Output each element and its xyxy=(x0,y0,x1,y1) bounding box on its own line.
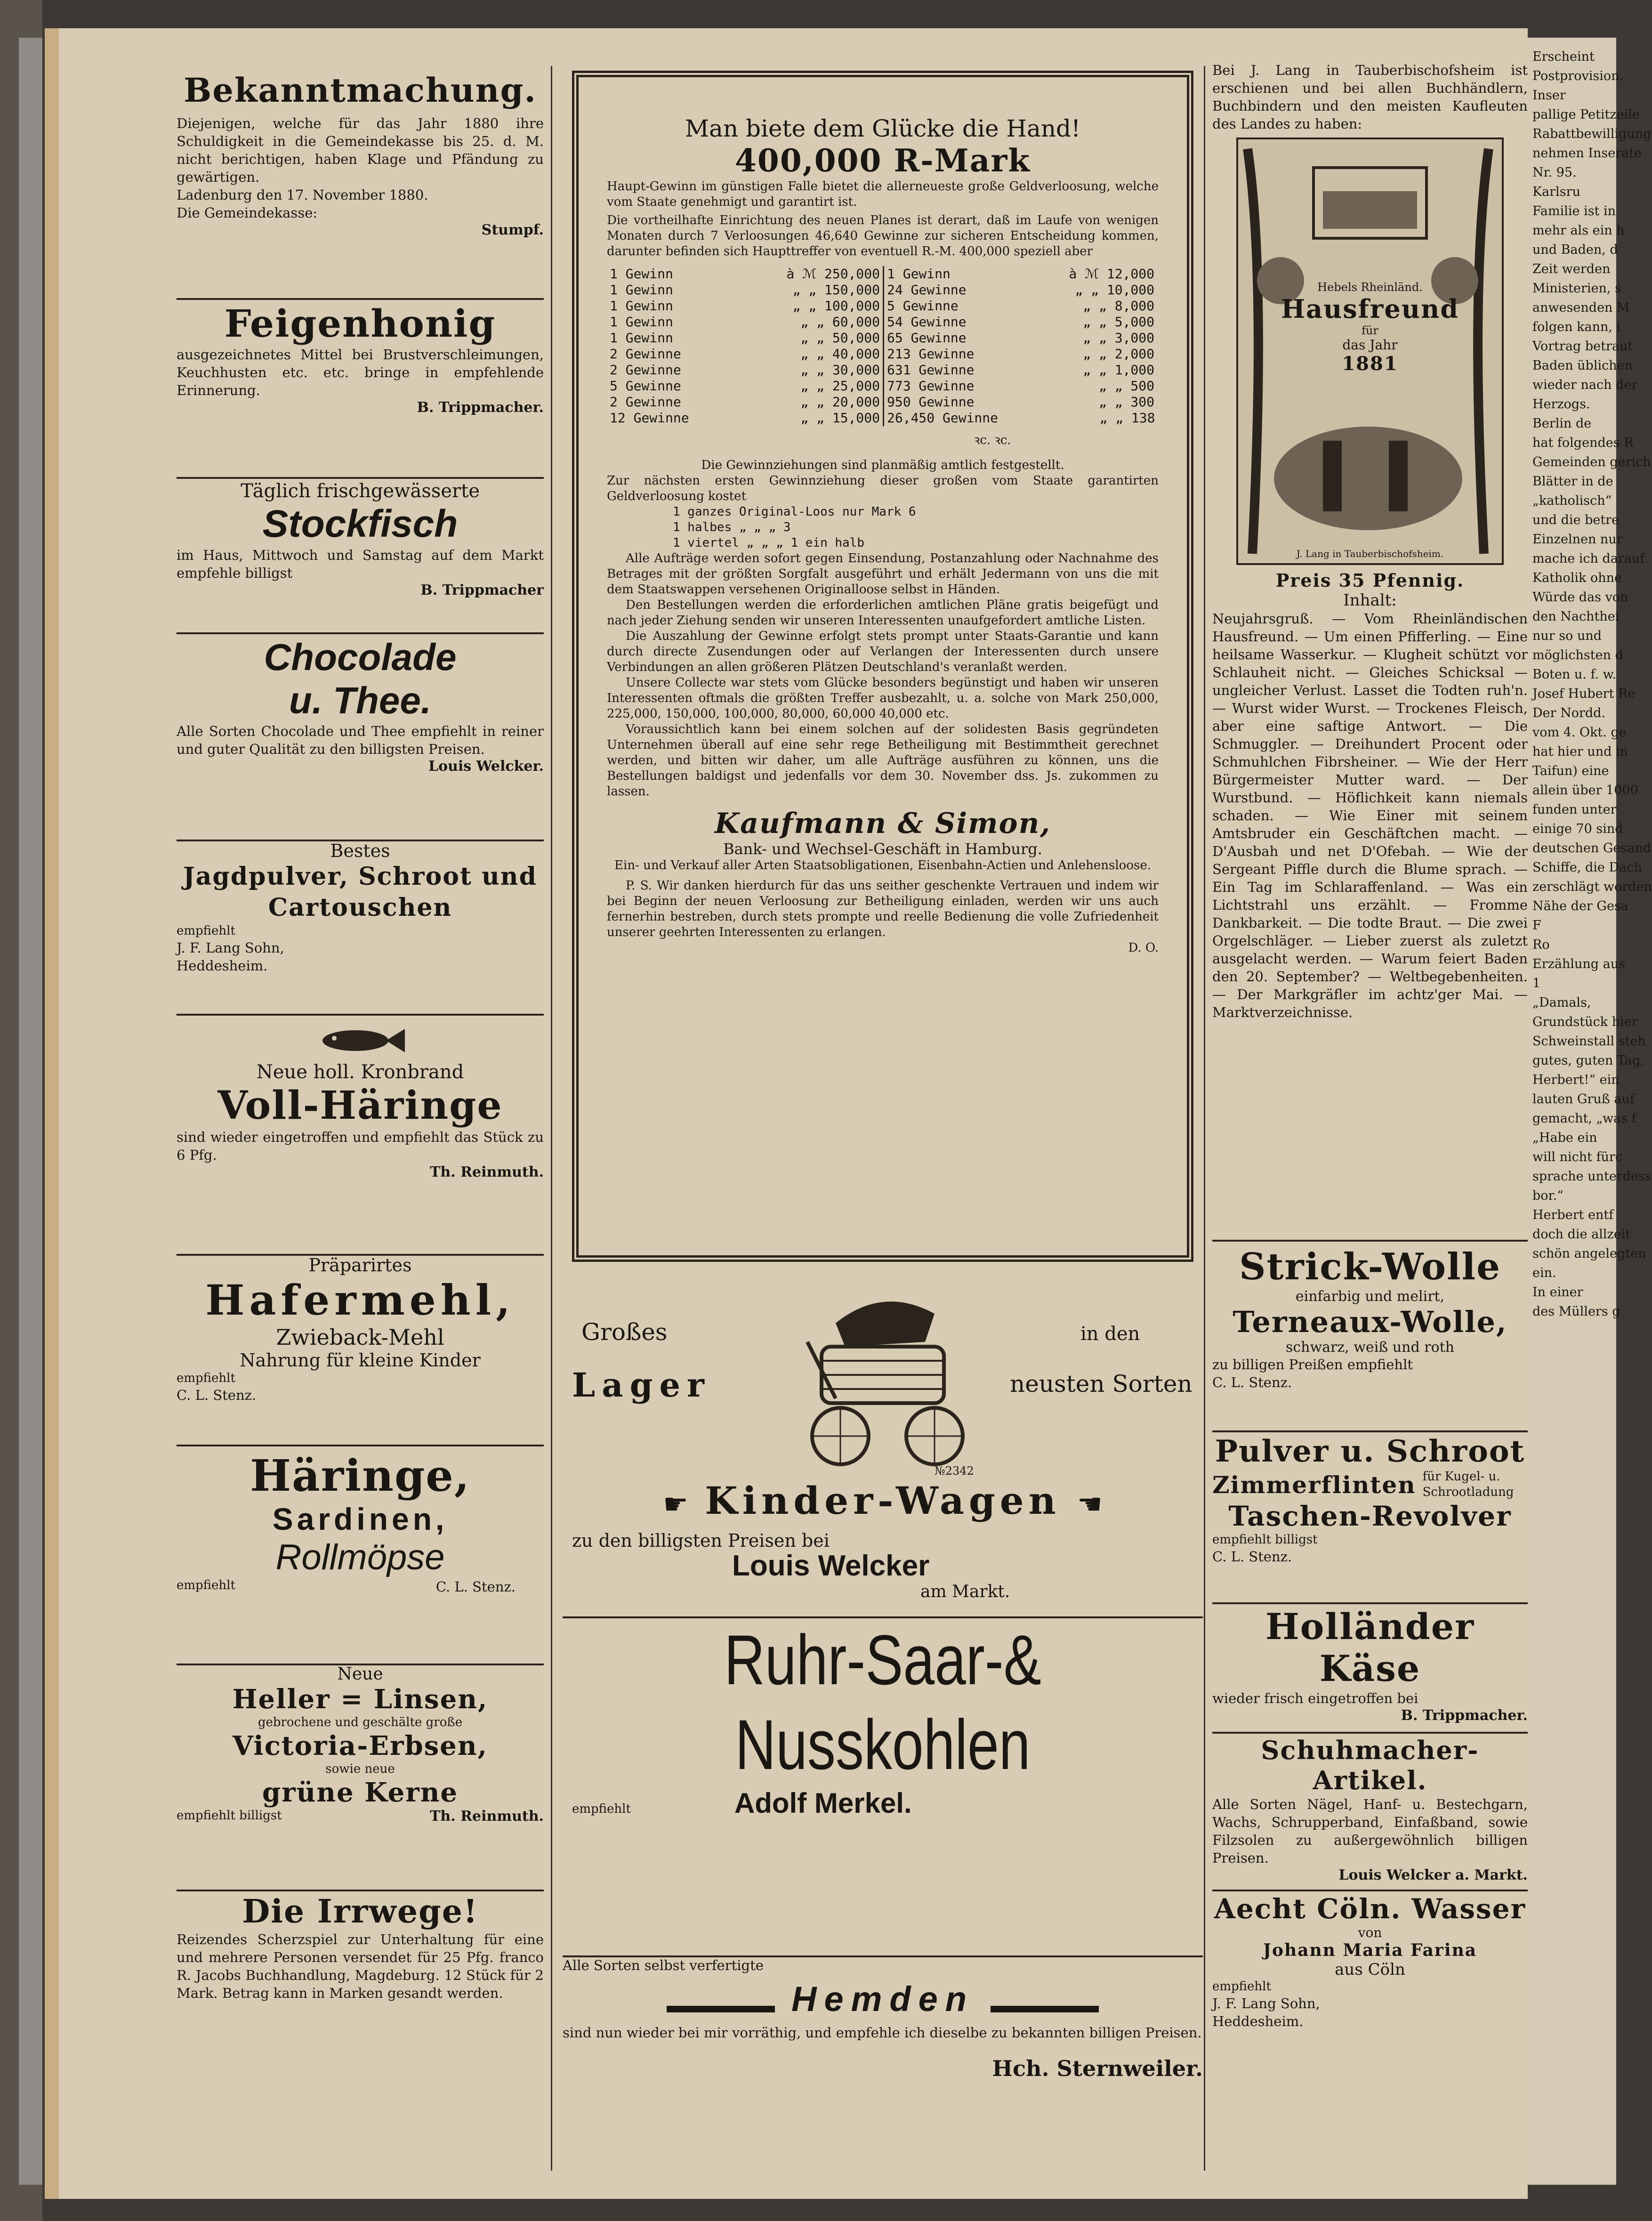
lottery-paragraph: Die Auszahlung der Gewinne erfolgt stets prompt unter Staats-Garantie und kann durch directe Zusendungen oder auf Verlangen der Interessenten durch unsere Verbindungen an allen größeren Plätzen Deutschland's veranlaßt werden. xyxy=(607,629,1159,674)
ad-schuhmacher xyxy=(1212,1735,1528,1883)
prize-amount: „ „ 20,000 xyxy=(800,394,880,410)
prize-count: 631 Gewinne xyxy=(887,362,975,378)
ad-title: Feigenhonig xyxy=(224,301,496,346)
ad-title: Die Irrwege! xyxy=(242,1893,478,1930)
next-page-line: einige 70 sind xyxy=(1532,822,1623,836)
prize-count: 2 Gewinne xyxy=(610,362,681,378)
ad-signature: Hch. Sternweiler. xyxy=(992,2056,1203,2081)
next-page-line: hat hier und in xyxy=(1532,744,1628,759)
next-page-line: Familie ist in xyxy=(1532,204,1616,218)
ad-title: Bekanntmachung. xyxy=(184,71,537,110)
ad-title-3: grüne Kerne xyxy=(262,1777,459,1808)
divider xyxy=(1212,1732,1528,1734)
ad-feigenhonig xyxy=(177,301,544,416)
ad-subtitle-note: für Kugel- u. Schrootladung xyxy=(1422,1470,1514,1499)
ad-stockfisch xyxy=(177,480,544,598)
ad-recommend: empfiehlt xyxy=(177,1578,235,1592)
ad-title: Chocolade xyxy=(264,636,457,678)
prize-count: 12 Gewinne xyxy=(610,410,689,426)
ad-signature: B. Trippmacher. xyxy=(417,399,544,416)
ad-subtitle-2: sowie neue xyxy=(325,1762,395,1776)
next-page-line: doch die allzeit xyxy=(1532,1227,1631,1242)
lottery-paragraph: Alle Aufträge werden sofort gegen Einsendung, Postanzahlung oder Nachnahme des Betrages mit der größten Sorgfalt ausgeführt und erhält Jedermann von uns die mit dem Staatswappen versehenen Originalloose selbst in Händen. xyxy=(607,551,1159,597)
pointing-hand-left-icon: ☛ xyxy=(663,1488,689,1521)
next-page-line: Berlin de xyxy=(1532,416,1592,431)
prize-count: 65 Gewinne xyxy=(887,330,967,346)
divider xyxy=(1212,1240,1528,1242)
next-page-line: Herbert entf xyxy=(1532,1208,1614,1222)
ad-signer: Die Gemeindekasse: xyxy=(177,205,318,221)
vignette-title: Hausfreund xyxy=(1281,294,1459,324)
ad-pretitle: Neue xyxy=(337,1664,383,1684)
price-line: 1 halbes „ „ „ 3 xyxy=(673,520,791,534)
ad-maker-place: aus Cöln xyxy=(1335,1960,1405,1979)
ad-strickwolle xyxy=(1212,1245,1528,1391)
next-page-line: Blätter in de xyxy=(1532,474,1613,489)
ad-signature: Th. Reinmuth. xyxy=(430,1808,544,1825)
next-page-edge xyxy=(1528,38,1652,2185)
next-page-line: Der Nordd. xyxy=(1532,706,1606,720)
ad-text: sind nun wieder bei mir vorräthig, und empfehle ich dieselbe zu bekannten billigen Preisen. xyxy=(563,2025,1202,2041)
left-column xyxy=(177,28,544,2199)
kw-name: Louis Welcker xyxy=(732,1550,930,1582)
ad-title-2: Terneaux-Wolle, xyxy=(1233,1305,1507,1339)
prize-amount: „ „ 300 xyxy=(1098,394,1154,410)
vignette-fuer: für xyxy=(1362,324,1378,337)
next-page-line: Rabattbewilligung xyxy=(1532,127,1652,141)
price-line: 1 ganzes Original-Loos nur Mark 6 xyxy=(673,505,916,519)
ad-pretitle: Täglich frischgewässerte xyxy=(241,480,480,502)
middle-column xyxy=(563,28,1203,2199)
next-page-line: Würde das von xyxy=(1532,590,1628,605)
next-page-line: In einer xyxy=(1532,1285,1583,1300)
prize-amount: „ „ 25,000 xyxy=(800,378,880,394)
ad-chocolade xyxy=(177,636,544,775)
next-page-fragments xyxy=(1528,38,1652,1331)
next-page-line: gemacht, „was f xyxy=(1532,1111,1636,1126)
prize-amount: „ „ 3,000 xyxy=(1083,330,1154,346)
ad-text: Diejenigen, welche für das Jahr 1880 ihre Schuldigkeit in die Gemeindekasse bis 25. d. M. nicht berichtigen, haben Klage und Pfändung zu gewärtigen. xyxy=(177,115,544,185)
kw-title: Kinder-Wagen xyxy=(705,1478,1061,1523)
lottery-intro: Haupt-Gewinn im günstigen Falle bietet die allerneueste große Geldverloosung, welche vom Staate genehmigt und garantirt ist. xyxy=(607,179,1159,209)
ad-pretitle: Präparirtes xyxy=(308,1255,412,1276)
ad-text: sind wieder eingetroffen und empfiehlt das Stück zu 6 Pfg. xyxy=(177,1129,544,1163)
baby-carriage-icon xyxy=(779,1285,986,1474)
ad-title: Strick-Wolle xyxy=(1239,1245,1501,1288)
kw-neusten-sorten: neusten Sorten xyxy=(1010,1370,1193,1397)
price-line: 1 viertel „ „ „ 1 ein halb xyxy=(673,536,864,550)
divider xyxy=(177,298,544,300)
next-page-line: Inser xyxy=(1532,88,1566,103)
ad-recommend: empfiehlt xyxy=(1212,1979,1271,1994)
next-page-line: möglichsten d xyxy=(1532,648,1623,662)
next-page-line: F xyxy=(1532,918,1541,933)
ad-linsen xyxy=(177,1664,544,1825)
ad-pretitle: Alle Sorten selbst verfertigte xyxy=(563,1957,764,1973)
ad-kaese xyxy=(1212,1606,1528,1724)
prize-row xyxy=(607,282,883,298)
ad-recommend: empfiehlt xyxy=(572,1802,631,1816)
ad-date: Ladenburg den 17. November 1880. xyxy=(177,187,428,203)
next-page-line: Boten u. f. w. xyxy=(1532,667,1617,682)
next-page-line: bor.“ xyxy=(1532,1188,1563,1203)
lottery-paragraph: Voraussichtlich kann bei einem solchen auf der solidesten Basis gegründeten Unternehmen überall auf eine sehr rege Betheiligung mit Bestimmtheit gerechnet werden, und bitten wir daher, um alle Aufträge ausführen zu können, uns die Bestellungen baldigst und jedenfalls vor dem 30. November dss. Js. zukommen zu lassen. xyxy=(607,722,1159,799)
ad-subtitle: Zwieback-Mehl xyxy=(276,1325,444,1350)
ad-hemden xyxy=(563,1956,1203,2081)
ad-von: von xyxy=(1358,1925,1382,1940)
prize-amount: „ „ 2,000 xyxy=(1083,346,1154,362)
next-page-line: Vortrag betraut xyxy=(1532,339,1633,354)
ad-title: Heller = Linsen, xyxy=(232,1684,488,1715)
prize-row xyxy=(884,314,1158,330)
ad-haeringe xyxy=(177,1022,544,1180)
prize-count: 5 Gewinne xyxy=(887,298,959,314)
ad-hafermehl xyxy=(177,1255,544,1404)
lottery-paragraph: Die vortheilhafte Einrichtung des neuen Planes ist derart, daß im Laufe von wenigen Monaten durch 7 Verloosungen 46,640 Gewinne zur sicheren Entscheidung kommen, darunter befinden sich Haupttreffer von eventuell R.-M. 400,000 speziell aber xyxy=(607,213,1159,258)
prize-table-left xyxy=(607,266,883,426)
prize-count: 950 Gewinne xyxy=(887,394,975,410)
ad-signature: Th. Reinmuth. xyxy=(430,1164,544,1180)
hausfreund-inhalt: Neujahrsgruß. — Vom Rheinländischen Hausfreund. — Um einen Pfifferling. — Eine heilsame Wasserkur. — Klugheit schützt vor Schlauheit nicht. — Gleiches Schicksal — ungleicher Verlust. Lasset die Todten ruh'n. — Wurst wider Wurst. — Trockenes Fleisch, aber eine saftige Antwort. — Die Schmuggler. — Dreihundert Procent oder Schmuhlchen Fibrsheiner. — Wie der Herr Bürgermeister Mutter ward. — Der Wurstbund. — Höflichkeit kann niemals schaden. — Wie Einer mit seinem Amtsbruder ein Geschäftchen macht. — D'Ausbah und net D'Ofebah. — Wie der Sergeant Piffle durch die Blume sprach. — Ein Tag im Schlaraffenland. — Was ein Lichtstrahl uns erzählt. — Fromme Dankbarkeit. — Die todte Braut. — Die zwei Orgelschläger. — Lieber zuerst als zuletzt ausgelacht werden. — Warum feiert Baden den 20. September? — Weltbegebenheiten. — Der Markgräfler im achtz'ger Mai. — Marktverzeichnisse. xyxy=(1212,611,1528,1020)
ad-signature: C. L. Stenz. xyxy=(435,1579,516,1595)
next-page-line: lauten Gruß auf xyxy=(1532,1092,1635,1106)
ad-recommend: empfiehlt billigst xyxy=(177,1809,282,1823)
ad-title: Voll-Häringe xyxy=(218,1083,503,1128)
prize-amount: „ „ 150,000 xyxy=(792,282,880,298)
prize-amount: „ „ 1,000 xyxy=(1083,362,1154,378)
next-page-line: will nicht fürc xyxy=(1532,1150,1622,1164)
ad-pretitle: Neue holl. Kronbrand xyxy=(256,1061,464,1083)
prize-row xyxy=(607,410,883,426)
next-page-line: Schweinstall steh xyxy=(1532,1034,1646,1049)
ad-subtitle: einfarbig und melirt, xyxy=(1295,1288,1445,1305)
next-page-line: Herzogs. xyxy=(1532,397,1590,412)
prize-count: 5 Gewinne xyxy=(610,378,681,394)
prize-amount: „ „ 15,000 xyxy=(800,410,880,426)
next-page-line: anwesenden M xyxy=(1532,300,1630,315)
book-binding-cloth xyxy=(19,38,42,2185)
divider xyxy=(177,632,544,634)
ad-recommend: empfiehlt xyxy=(177,1371,235,1385)
lottery-ps: P. S. Wir danken hierdurch für das uns seither geschenkte Vertrauen und indem wir bei Beginn der neuen Verloosung zur Betheiligung einladen, werden wir uns auch fernerhin bestreben, durch stets prompte und reelle Bedienung die volle Zufriedenheit unserer geehrten Interessenten zu erlangen. xyxy=(607,879,1159,939)
prize-count: 1 Gewinn xyxy=(610,298,673,314)
column-rule xyxy=(1204,66,1205,2171)
next-page-line: Grundstück hier xyxy=(1532,1015,1638,1029)
next-page-line: ein. xyxy=(1532,1266,1556,1280)
ad-signature: Stumpf. xyxy=(481,222,544,238)
ad-text: Reizendes Scherzspiel zur Unterhaltung für eine und mehrere Personen versendet für 25 Pfg. franco R. Jacobs Buchhandlung, Magdeburg. 12 Stück für 2 Mark. Betrag kann in Marken gesandt werden. xyxy=(177,1931,544,2001)
next-page-line: 1 xyxy=(1532,976,1541,991)
lottery-paragraph: Zur nächsten ersten Gewinnziehung dieser großen vom Staate garantirten Geldverloosung kostet xyxy=(607,474,1159,503)
ad-title: Holländer Käse xyxy=(1265,1606,1475,1689)
vignette-imprint: J. Lang in Tauberbischofsheim. xyxy=(1296,548,1444,559)
prize-row xyxy=(884,378,1158,394)
ad-subtitle-2: Nahrung für kleine Kinder xyxy=(240,1350,481,1371)
next-page-line: folgen kann, i xyxy=(1532,320,1621,334)
ad-title: Hemden xyxy=(791,1979,974,2019)
ad-bekanntmachung xyxy=(177,71,544,238)
next-page-line: den Nachthei xyxy=(1532,609,1620,624)
lottery-paragraph: Unsere Collecte war stets vom Glücke besonders begünstigt und haben wir unseren Interessenten oftmals die größten Treffer ausbezahlt, u. a. solche von Mark 250,000, 225,000, 150,000, 100,000, 80,000, 60,000 40,000 etc. xyxy=(607,676,1159,721)
ad-signature: B. Trippmacher. xyxy=(1401,1707,1528,1724)
prize-amount: à ℳ 250,000 xyxy=(786,266,880,282)
ad-recommend: zu billigen Preißen empfiehlt xyxy=(1212,1357,1413,1373)
prize-amount: „ „ 5,000 xyxy=(1083,314,1154,330)
ad-title-2: Victoria-Erbsen, xyxy=(232,1730,488,1761)
next-page-line: Taifun) eine xyxy=(1532,764,1609,778)
next-page-line: „katholisch“ xyxy=(1532,493,1612,508)
prize-etc: ꝛc. ꝛc. xyxy=(974,433,1011,447)
prize-table-right xyxy=(883,266,1159,426)
prize-count: 54 Gewinne xyxy=(887,314,967,330)
prize-row xyxy=(607,298,883,314)
ad-text: Alle Sorten Nägel, Hanf- u. Bestechgarn, Wachs, Schrupperband, Einfaßband, sowie Filzsolen zu außergewöhnlich billigen Preisen. xyxy=(1212,1796,1528,1866)
prize-amount: „ „ 138 xyxy=(1099,410,1155,426)
next-page-line: Ro xyxy=(1532,937,1550,952)
prize-row xyxy=(884,394,1158,410)
ad-signature: J. F. Lang Sohn, xyxy=(1212,1995,1320,2011)
ad-signature: B. Trippmacher xyxy=(420,582,544,598)
kohlen-line-2: Nusskohlen xyxy=(735,1705,1031,1784)
next-page-line: allein über 1000 xyxy=(1532,783,1638,798)
ad-text: Alle Sorten Chocolade und Thee empfiehlt in reiner und guter Qualität zu den billigsten Preisen. xyxy=(177,723,544,757)
ad-title: Pulver u. Schroot xyxy=(1215,1434,1525,1469)
lottery-ps-signature: D. O. xyxy=(1128,941,1159,955)
ad-signature: C. L. Stenz. xyxy=(1212,1549,1292,1565)
fish-icon xyxy=(313,1022,407,1059)
next-page-line: Herbert!“ ein xyxy=(1532,1073,1620,1087)
ad-signature-place: Heddesheim. xyxy=(1212,2013,1304,2029)
divider xyxy=(177,1014,544,1016)
prize-amount: „ „ 8,000 xyxy=(1083,298,1154,314)
hausfreund-inhalt-label: Inhalt: xyxy=(1343,591,1397,610)
next-page-line: mehr als ein h xyxy=(1532,223,1625,238)
prize-amount: „ „ 100,000 xyxy=(792,298,880,314)
decorative-bar xyxy=(667,2006,775,2012)
ad-text: ausgezeichnetes Mittel bei Brustverschleimungen, Keuchhusten etc. etc. bringe in empfehlende Erinnerung. xyxy=(177,347,544,398)
next-page-line: Postprovision. xyxy=(1532,69,1624,83)
decorative-bar xyxy=(991,2006,1099,2012)
kw-grosses: Großes xyxy=(581,1318,668,1346)
prize-row xyxy=(607,330,883,346)
ad-subtitle: gebrochene und geschälte große xyxy=(258,1715,463,1729)
ad-title: Hafermehl, xyxy=(205,1276,515,1325)
prize-amount: „ „ 50,000 xyxy=(800,330,880,346)
ad-lottery-frame xyxy=(572,71,1193,1262)
ad-title: Schuhmacher-Artikel. xyxy=(1261,1735,1479,1795)
prize-count: 773 Gewinne xyxy=(887,378,975,394)
next-page-line: und Baden, d xyxy=(1532,242,1618,257)
kw-in-den: in den xyxy=(1080,1323,1140,1345)
next-page-line: Erscheint xyxy=(1532,49,1595,64)
prize-row xyxy=(884,362,1158,378)
lottery-firm-sub: Bank- und Wechsel-Geschäft in Hamburg. xyxy=(723,840,1042,858)
prize-count: 1 Gewinn xyxy=(887,266,951,282)
kw-lager: Lager xyxy=(572,1365,711,1405)
next-page-line: „Damals, xyxy=(1532,995,1591,1010)
hausfreund-price: Preis 35 Pfennig. xyxy=(1275,570,1465,591)
lottery-paragraph: Den Bestellungen werden die erforderlichen amtlichen Pläne gratis beigefügt und nach jeder Ziehung senden wir unseren Interessenten unaufgefordert amtliche Listen. xyxy=(607,598,1159,628)
next-page-line: funden unter xyxy=(1532,802,1617,817)
ad-subtitle: Sardinen, xyxy=(272,1502,448,1536)
prize-row xyxy=(607,394,883,410)
prize-row xyxy=(884,330,1158,346)
ad-recommend: empfiehlt billigst xyxy=(1212,1533,1318,1547)
prize-table xyxy=(607,266,1159,426)
prize-amount: „ „ 40,000 xyxy=(800,346,880,362)
prize-count: 1 Gewinn xyxy=(610,266,673,282)
prize-row xyxy=(607,314,883,330)
next-page-line: nehmen Inserate xyxy=(1532,146,1642,161)
prize-row xyxy=(884,282,1158,298)
ad-title-2: Taschen-Revolver xyxy=(1228,1500,1512,1532)
ad-recommend: empfiehlt xyxy=(177,924,235,938)
ad-jagdpulver xyxy=(177,840,544,975)
prize-count: 1 Gewinn xyxy=(610,314,673,330)
prize-row xyxy=(884,298,1158,314)
lottery-firm-sub-2: Ein- und Verkauf aller Arten Staatsobligationen, Eisenbahn-Actien und Anlehensloose. xyxy=(614,858,1151,872)
next-page-line: wieder nach der xyxy=(1532,378,1638,392)
prize-count: 2 Gewinne xyxy=(610,394,681,410)
prize-row xyxy=(884,266,1158,282)
ad-haeringe-sardinen xyxy=(177,1450,544,1596)
divider xyxy=(177,477,544,479)
hausfreund-vignette xyxy=(1236,137,1504,565)
ad-coeln-wasser xyxy=(1212,1893,1528,2030)
next-page-line: sprache unterdess xyxy=(1532,1169,1652,1184)
ad-irrwege xyxy=(177,1893,544,2002)
prize-row xyxy=(607,346,883,362)
next-page-line: Baden üblichen xyxy=(1532,358,1633,373)
divider xyxy=(1212,1602,1528,1604)
divider xyxy=(1212,1890,1528,1891)
vignette-year: 1881 xyxy=(1342,353,1398,375)
vignette-das-jahr: das Jahr xyxy=(1342,337,1398,353)
lottery-amount: 400,000 R-Mark xyxy=(734,142,1031,179)
next-page-line: hat folgendes R xyxy=(1532,436,1634,450)
kohlen-line-1: Ruhr-Saar-& xyxy=(724,1620,1041,1699)
prize-row xyxy=(884,346,1158,362)
prize-amount: „ „ 30,000 xyxy=(800,362,880,378)
kw-model-number: №2342 xyxy=(935,1464,974,1478)
prize-amount: à ℳ 12,000 xyxy=(1069,266,1154,282)
next-page-line: Schiffe, die Dach xyxy=(1532,860,1642,875)
next-page-line: „Habe ein xyxy=(1532,1131,1597,1145)
ad-signature: Louis Welcker a. Markt. xyxy=(1338,1867,1528,1883)
next-page-line: Katholik ohne xyxy=(1532,571,1622,585)
prize-count: 2 Gewinne xyxy=(610,346,681,362)
ad-hausfreund xyxy=(1212,61,1528,1021)
ad-text: im Haus, Mittwoch und Samstag auf dem Markt empfehle billigst xyxy=(177,547,544,581)
next-page-line: Josef Hubert Re xyxy=(1532,686,1636,701)
next-page-line: pallige Petitzeile xyxy=(1532,107,1640,122)
ad-subtitle-2: Rollmöpse xyxy=(275,1537,445,1577)
ad-title: Stockfisch xyxy=(262,502,458,545)
next-page-line: und die betre xyxy=(1532,513,1620,527)
prize-row xyxy=(607,362,883,378)
divider xyxy=(177,1890,544,1891)
lottery-firm: Kaufmann & Simon, xyxy=(714,807,1051,840)
next-page-line: nur so und xyxy=(1532,629,1602,643)
hausfreund-intro: Bei J. Lang in Tauberbischofsheim ist erschienen und bei allen Buchhändlern, Buchbindern und den meisten Kaufleuten des Landes zu haben: xyxy=(1212,62,1528,132)
next-page-line: mache ich darauf xyxy=(1532,551,1645,566)
prize-count: 1 Gewinn xyxy=(610,282,673,298)
next-page-line: Zeit werden xyxy=(1532,262,1611,276)
ad-kinderwagen xyxy=(563,1276,1203,1601)
ad-signature: J. F. Lang Sohn, xyxy=(177,940,284,956)
ad-subtitle-2: schwarz, weiß und roth xyxy=(1285,1339,1455,1356)
ad-pretitle: Bestes xyxy=(330,840,390,861)
ad-signature: Adolf Merkel. xyxy=(734,1787,912,1819)
next-page-line: des Müllers g xyxy=(1532,1304,1620,1319)
lottery-headline: Man biete dem Glücke die Hand! xyxy=(685,115,1081,142)
next-page-line: deutschen Gesand xyxy=(1532,841,1651,856)
right-column xyxy=(1212,28,1528,2199)
next-page-line: Einzelnen nur xyxy=(1532,532,1623,547)
prize-row xyxy=(884,410,1158,426)
ad-title-2: u. Thee. xyxy=(289,679,432,721)
next-page-line: Erzählung aus xyxy=(1532,957,1625,971)
prize-row xyxy=(607,266,883,282)
prize-amount: „ „ 10,000 xyxy=(1075,282,1154,298)
ad-maker-name: Johann Maria Farina xyxy=(1263,1940,1477,1960)
column-rule xyxy=(551,66,552,2171)
divider xyxy=(1212,1430,1528,1432)
ad-subtitle: Zimmerflinten xyxy=(1212,1470,1416,1499)
vignette-small-title: Hebels Rheinländ. xyxy=(1317,281,1423,294)
next-page-line: Ministerien, s xyxy=(1532,281,1621,296)
prize-row xyxy=(607,378,883,394)
kw-location: am Markt. xyxy=(920,1582,1010,1601)
ad-signature-place: Heddesheim. xyxy=(177,958,268,974)
ad-signature: Louis Welcker. xyxy=(428,758,544,775)
prize-amount: „ „ 500 xyxy=(1098,378,1154,394)
prize-count: 24 Gewinne xyxy=(887,282,967,298)
ad-title: Häringe, xyxy=(250,1450,470,1501)
next-page-line: Nr. 95. xyxy=(1532,165,1577,180)
ad-title: Aecht Cöln. Wasser xyxy=(1214,1893,1526,1925)
ad-signature: C. L. Stenz. xyxy=(1212,1374,1292,1390)
prize-count: 213 Gewinne xyxy=(887,346,975,362)
prize-amount: „ „ 60,000 xyxy=(800,314,880,330)
divider xyxy=(177,1445,544,1446)
next-page-line: Nähe der Gesa xyxy=(1532,899,1628,913)
ad-text: wieder frisch eingetroffen bei xyxy=(1212,1690,1418,1706)
newspaper-page xyxy=(45,28,1528,2199)
next-page-line: gutes, guten Tag, xyxy=(1532,1053,1644,1068)
lottery-paragraph: Die Gewinnziehungen sind planmäßig amtlich festgestellt. xyxy=(701,458,1064,472)
next-page-line: zerschlägt worden xyxy=(1532,880,1652,894)
ad-pulver xyxy=(1212,1434,1528,1566)
prize-count: 26,450 Gewinne xyxy=(887,410,999,426)
pointing-hand-right-icon: ☛ xyxy=(1077,1488,1103,1521)
ad-signature: C. L. Stenz. xyxy=(177,1387,257,1403)
ad-title: Jagdpulver, Schroot und Cartouschen xyxy=(183,862,537,922)
next-page-line: Karlsru xyxy=(1532,185,1580,199)
next-page-line: vom 4. Okt. ge xyxy=(1532,725,1627,740)
next-page-line: schön angelegten xyxy=(1532,1246,1646,1261)
next-page-line: Gemeinden gerich xyxy=(1532,455,1651,469)
kw-subtitle: zu den billigsten Preisen bei xyxy=(572,1530,830,1551)
ad-kohlen xyxy=(563,1617,1203,1819)
prize-count: 1 Gewinn xyxy=(610,330,673,346)
